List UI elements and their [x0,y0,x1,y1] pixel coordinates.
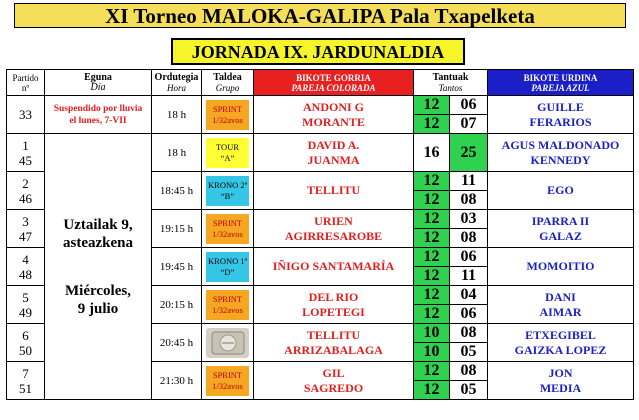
date-spanish: Miércoles, 9 julio [65,282,131,317]
score-blue: 25 [450,134,488,172]
round-title: JORNADA IX. JARDUNALDIA [171,38,465,65]
header-ordutegia: Ordutegia Hora [152,70,202,96]
score-blue: 06 [450,248,488,267]
group-cell: SPRINT 1/32avos [202,362,254,400]
score-red: 16 [414,134,450,172]
match-number: 7 51 [7,362,45,400]
score-blue: 08 [450,191,488,210]
date-basque: Uztailak 9, asteazkena [63,216,133,251]
score-red: 10 [414,343,450,362]
score-red: 12 [414,96,450,115]
blue-pair: ETXEGIBEL GAIZKA LOPEZ [488,324,634,362]
score-blue: 08 [450,229,488,248]
red-pair: TELLITU ARRIZABALAGA [254,324,414,362]
score-blue: 05 [450,381,488,400]
score-red: 12 [414,362,450,381]
score-blue: 06 [450,96,488,115]
red-pair: DEL RIO LOPETEGI [254,286,414,324]
group-cell: SPRINT 1/32avos [202,96,254,134]
header-tantuak: Tantuak Tantos [414,70,488,96]
header-partido: Partido nº [7,70,45,96]
match-hour: 18 h [152,134,202,172]
blue-pair: DANI AIMAR [488,286,634,324]
date-cell [45,134,152,400]
score-red: 12 [414,210,450,229]
score-blue: 05 [450,343,488,362]
score-red: 12 [414,286,450,305]
match-number: 3 47 [7,210,45,248]
match-hour: 20:15 h [152,286,202,324]
blue-pair: GUILLE FERARIOS [488,96,634,134]
match-hour: 18 h [152,96,202,134]
red-pair: IÑIGO SANTAMARÍA [254,248,414,286]
score-blue: 08 [450,362,488,381]
score-red: 12 [414,305,450,324]
score-blue: 06 [450,305,488,324]
red-pair: GIL SAGREDO [254,362,414,400]
group-cell: KRONO 1ª “D” [202,248,254,286]
red-pair: URIEN AGIRRESAROBE [254,210,414,248]
red-pair: DAVID A. JUANMA [254,134,414,172]
score-red: 12 [414,267,450,286]
group-cell: SPRINT 1/32avos [202,210,254,248]
score-red: 12 [414,191,450,210]
match-number: 1 45 [7,134,45,172]
group-cell: SPRINT 1/32avos [202,286,254,324]
score-red: 12 [414,248,450,267]
match-hour: 19:45 h [152,248,202,286]
header-red-pair: BIKOTE GORRIA PAREJA COLORADA [254,70,414,96]
blue-pair: JON MEDIA [488,362,634,400]
match-number: 33 [7,96,45,134]
match-hour: 21:30 h [152,362,202,400]
match-number: 4 48 [7,248,45,286]
blue-pair: IPARRA II GALAZ [488,210,634,248]
red-pair: ANDONI G MORANTE [254,96,414,134]
score-blue: 11 [450,172,488,191]
match-hour: 19:15 h [152,210,202,248]
score-red: 12 [414,172,450,191]
score-red: 12 [414,115,450,134]
table-header-row [7,70,634,96]
score-blue: 11 [450,267,488,286]
match-hour: 20:45 h [152,324,202,362]
suspended-note: Suspendido por lluvia el lunes, 7-VII [45,96,152,134]
blue-pair: EGO [488,172,634,210]
score-red: 12 [414,229,450,248]
score-blue: 03 [450,210,488,229]
score-red: 10 [414,324,450,343]
group-cell: KRONO 2ª “B” [202,172,254,210]
match-number: 5 49 [7,286,45,324]
match-number: 6 50 [7,324,45,362]
header-eguna: Eguna Día [45,70,152,96]
tournament-title: XI Torneo MALOKA-GALIPA Pala Txapelketa [14,3,626,28]
score-blue: 07 [450,115,488,134]
group-badge-image [206,328,249,358]
badge-icon [211,331,245,355]
blue-pair: AGUS MALDONADO KENNEDY [488,134,634,172]
score-blue: 04 [450,286,488,305]
match-hour: 18:45 h [152,172,202,210]
header-taldea: Taldea Grupo [202,70,254,96]
header-blue-pair: BIKOTE URDINA PAREJA AZUL [488,70,634,96]
score-blue: 08 [450,324,488,343]
score-red: 12 [414,381,450,400]
group-cell [202,324,254,362]
group-cell: TOUR “A” [202,134,254,172]
match-number: 2 46 [7,172,45,210]
blue-pair: MOMOITIO [488,248,634,286]
schedule-table [6,69,634,400]
red-pair: TELLITU [254,172,414,210]
